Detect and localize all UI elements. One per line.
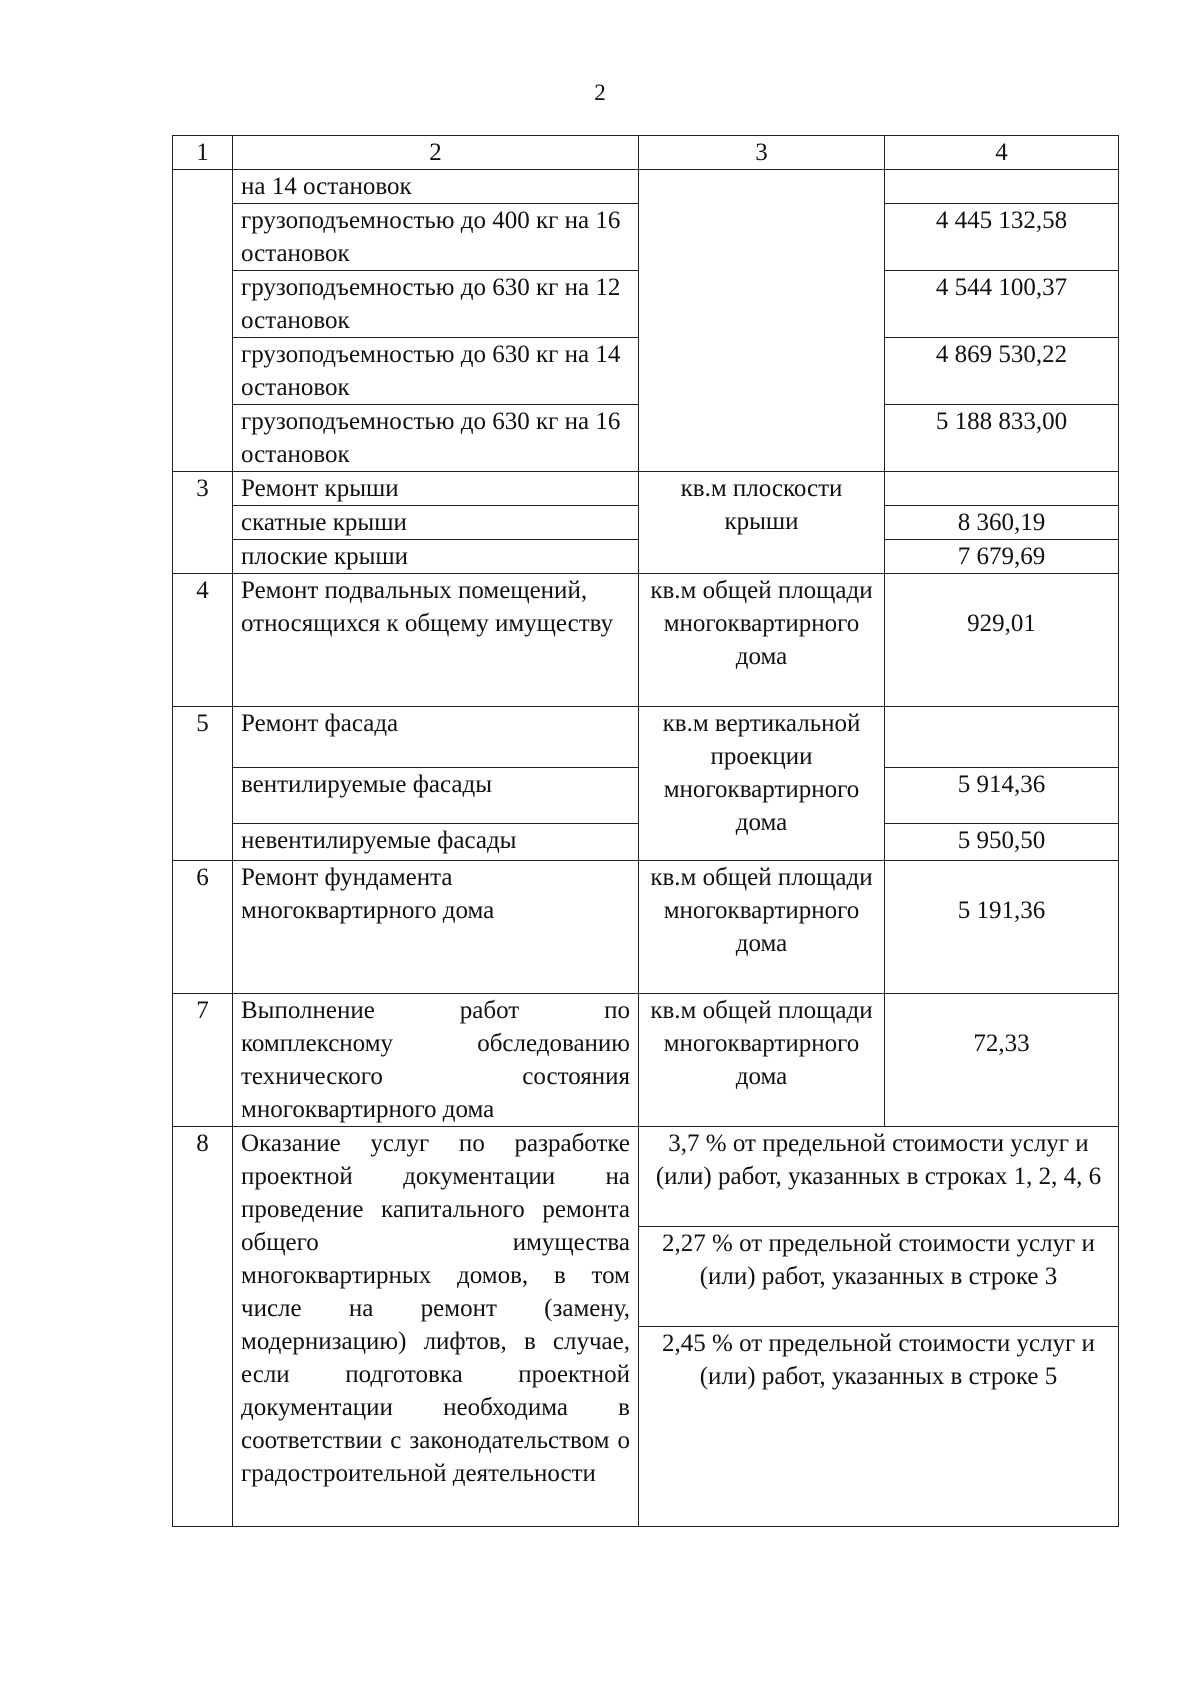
row-value [885, 472, 1119, 506]
row-value [885, 707, 1119, 768]
row-value: 7 679,69 [885, 540, 1119, 574]
row-value: 72,33 [885, 994, 1119, 1127]
row-number: 4 [173, 574, 233, 707]
row-value: 5 914,36 [885, 768, 1119, 824]
row-title: Ремонт крыши [233, 472, 639, 506]
row-number: 7 [173, 994, 233, 1127]
table-row [173, 994, 1119, 1127]
row-value: 929,01 [885, 574, 1119, 707]
page-number: 2 [594, 80, 606, 105]
row-description: Оказание услуг по разработке проектной документации на проведение капитального ремонта общего имущества многоквартирных домов, в том числе на ремонт (замену, модернизацию) лифтов, в случае, если подготовка проектной документации необходима в соответствии с законодательством о градостроительной деятельности [233, 1127, 639, 1527]
row-number: 6 [173, 861, 233, 994]
row-number: 5 [173, 707, 233, 861]
rate-cell: 3,7 % от предельной стоимости услуг и (или) работ, указанных в строках 1, 2, 4, 6 [639, 1127, 1119, 1227]
row-unit: кв.м общей площади многоквартирного дома [639, 574, 885, 707]
row-value: 5 188 833,00 [885, 405, 1119, 472]
rate-cell: 2,27 % от предельной стоимости услуг и (или) работ, указанных в строке 3 [639, 1227, 1119, 1327]
rate-cell: 2,45 % от предельной стоимости услуг и (или) работ, указанных в строке 5 [639, 1327, 1119, 1527]
row-unit: кв.м вертикальной проекции многоквартирного дома [639, 707, 885, 861]
table-row [173, 1127, 1119, 1227]
row-description: невентилируемые фасады [233, 824, 639, 861]
row-description: Ремонт фундамента многоквартирного дома [233, 861, 639, 994]
row-unit: кв.м плоскости крыши [639, 472, 885, 574]
row-title: Ремонт фасада [233, 707, 639, 768]
row-description: грузоподъемностью до 400 кг на 16 остановок [233, 204, 639, 271]
header-cell-2: 2 [233, 136, 639, 170]
row-description: грузоподъемностью до 630 кг на 12 остановок [233, 271, 639, 338]
row-description: грузоподъемностью до 630 кг на 14 остановок [233, 338, 639, 405]
tariff-table [172, 135, 1119, 1527]
row-description: Ремонт подвальных помещений, относящихся к общему имуществу [233, 574, 639, 707]
row-value: 4 445 132,58 [885, 204, 1119, 271]
table-header-row [173, 136, 1119, 170]
header-cell-4: 4 [885, 136, 1119, 170]
row-value: 5 191,36 [885, 861, 1119, 994]
header-cell-1: 1 [173, 136, 233, 170]
row-description: плоские крыши [233, 540, 639, 574]
row-description: грузоподъемностью до 630 кг на 16 остановок [233, 405, 639, 472]
header-cell-3: 3 [639, 136, 885, 170]
row-value: 8 360,19 [885, 506, 1119, 540]
table-row [173, 574, 1119, 707]
row-value: 5 950,50 [885, 824, 1119, 861]
table-row [173, 170, 1119, 204]
table-row [173, 707, 1119, 768]
table-row [173, 472, 1119, 506]
row-number: 8 [173, 1127, 233, 1527]
row-unit: кв.м общей площади многоквартирного дома [639, 861, 885, 994]
row-description: на 14 остановок [233, 170, 639, 204]
row-value [885, 170, 1119, 204]
row-unit: кв.м общей площади многоквартирного дома [639, 994, 885, 1127]
row-value: 4 869 530,22 [885, 338, 1119, 405]
row-description: Выполнение работ по комплексному обследованию технического состояния многоквартирного дома [233, 994, 639, 1127]
row-number-cell [173, 170, 233, 472]
row-description: скатные крыши [233, 506, 639, 540]
row-number: 3 [173, 472, 233, 574]
table-row [173, 861, 1119, 994]
row-unit-cell [639, 170, 885, 472]
row-description: вентилируемые фасады [233, 768, 639, 824]
row-value: 4 544 100,37 [885, 271, 1119, 338]
